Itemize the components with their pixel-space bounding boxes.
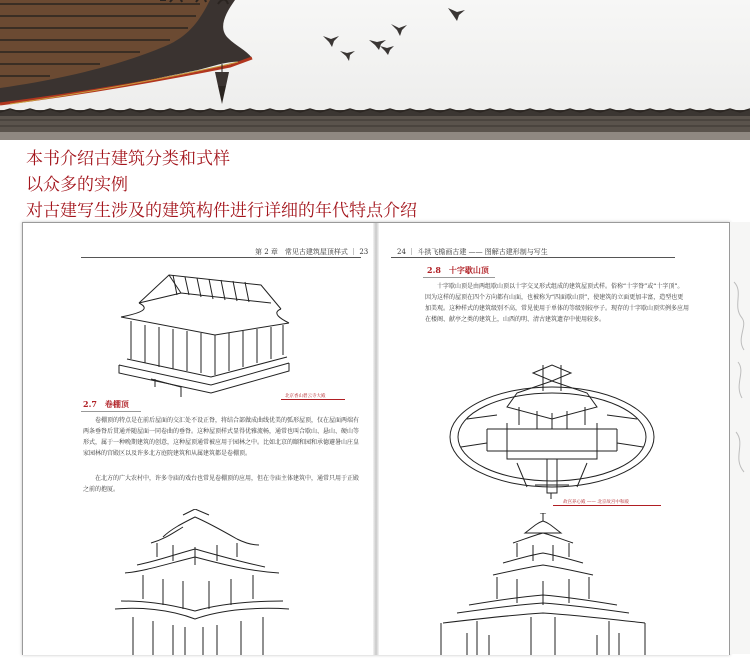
background-edge-decoration <box>730 222 750 654</box>
right-paragraph: 十字歇山顶是由两组歇山顶以十字交叉形式组成的建筑屋顶式样。俗称“十字脊”或“十字顶”。因为这样的屋顶在四个方向都有山面，也被称为“四面歇山顶”，使建筑的立面更加丰富，造型也更加美观。这种样式的建筑级别不高，常见使用于单体的等级别较亭子。现存的十字歇山顶实例多应用在楼阁、献亭之类的建筑上，山西的明、清古建筑遗存中使用较多。 <box>425 283 690 323</box>
right-head-rule <box>391 257 675 258</box>
wall-strip <box>0 109 750 140</box>
left-head-rule <box>81 257 361 258</box>
right-fig-caption: 故宫养心殿 —— 北京故宫中和殿 <box>563 500 629 505</box>
decorative-banner <box>0 0 750 140</box>
left-page <box>23 223 375 655</box>
open-book-spread <box>22 222 730 655</box>
section-2-8-title <box>427 265 489 276</box>
promo-heading <box>26 146 417 224</box>
left-fig-caption: 北京香山碧云寺大殿 <box>285 394 326 399</box>
left-paragraph-1: 卷棚顶的特点是在前后屋面的交汇处不设正脊，将结合部做成曲线优美的弧形屋顶，仅在屋面两端有两条垂脊后贯通并随屋面一同卷曲的垂脊。这种屋顶样式显得优雅流畅，通常也叫合歇山、悬山、硬山等形式，属于一种晚期建筑的创意，这种屋顶通常被应用于园林之中。比如北京的颐和园和承德避暑山庄皇家园林的宫殿区以及许多北方庭院建筑和从属建筑都是卷棚顶。 <box>83 417 360 457</box>
pavilion-illustration <box>113 509 291 655</box>
section-2-7-rule <box>81 411 141 412</box>
right-caption-bar <box>553 505 661 506</box>
section-title-text: 卷棚顶 <box>104 399 129 409</box>
hall-illustration <box>111 269 291 399</box>
heading-line-3: 对古建写生涉及的建筑构件进行详细的年代特点介绍 <box>26 201 417 221</box>
section-title-text: 十字歇山顶 <box>448 265 489 275</box>
temple-of-heaven-illustration <box>437 513 651 655</box>
heading-line-2: 以众多的实例 <box>26 175 128 195</box>
heading-line-1: 本书介绍古建筑分类和式样 <box>26 149 230 169</box>
section-number: 2.8 <box>427 265 441 275</box>
section-number: 2.7 <box>83 399 97 409</box>
right-running-head: 24 ｜ 斗拱飞檐画古建 —— 图解古建形制与写生 <box>397 248 548 256</box>
left-caption-bar <box>281 399 345 400</box>
right-page <box>377 223 729 655</box>
cross-gable-pavilion-illustration <box>447 363 657 499</box>
left-running-head: 第 2 章 常见古建筑屋顶样式 ｜ 23 <box>255 248 369 256</box>
section-2-8-rule <box>423 277 495 278</box>
section-2-7-title <box>83 399 129 410</box>
left-paragraph-2: 在北方的广大农村中，许多寺庙的戏台也常见卷棚顶的应用，但在寺庙主体建筑中，通常只用于正殿之前的抱厦。 <box>83 475 360 493</box>
banner-illustration <box>0 0 750 140</box>
edge-texture <box>730 222 750 654</box>
